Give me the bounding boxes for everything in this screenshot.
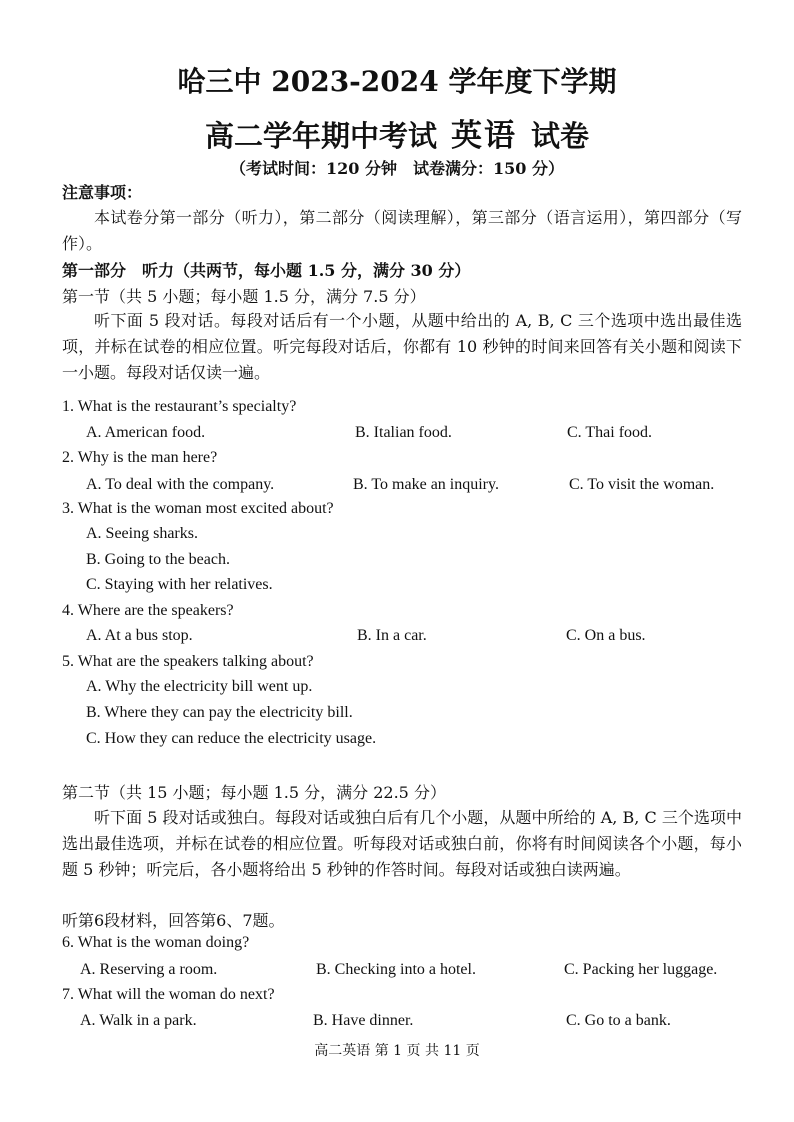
exam-title-line2 [0, 110, 794, 155]
option-a: A. To deal with the company. [86, 476, 275, 493]
option-a: A. At a bus stop. [86, 627, 193, 644]
option-c: C. How they can reduce the electricity usage. [86, 730, 377, 747]
option-b: B. Have dinner. [313, 1012, 414, 1029]
option-a: A. Reserving a room. [80, 961, 218, 978]
option-c: C. Go to a bank. [566, 1012, 671, 1029]
option-c: C. Thai food. [567, 424, 653, 441]
option-a: A. American food. [86, 424, 206, 441]
title-subject: 英语 [451, 118, 517, 154]
option-a: A. Walk in a park. [80, 1012, 197, 1029]
material-note: 听第6段材料，回答第6、7题。 [62, 911, 285, 930]
question-stem: 7. What will the woman do next? [62, 986, 275, 1003]
option-b: B. Italian food. [355, 424, 452, 441]
option-c: C. Packing her luggage. [564, 961, 718, 978]
question-stem: 4. Where are the speakers? [62, 602, 234, 619]
option-c: C. Staying with her relatives. [86, 576, 273, 593]
section1-heading: 第一节（共 5 小题；每小题 1.5 分，满分 7.5 分） [62, 287, 426, 306]
page-footer: 高二英语 第 1 页 共 11 页 [314, 1043, 480, 1059]
part1-heading: 第一部分 听力（共两节，每小题 1.5 分，满分 30 分） [62, 261, 471, 280]
section2-heading: 第二节（共 15 小题；每小题 1.5 分，满分 22.5 分） [62, 783, 446, 802]
exam-info: （考试时间：120 分钟 试卷满分：150 分） [230, 159, 564, 178]
question-stem: 6. What is the woman doing? [62, 934, 250, 951]
question-stem: 5. What are the speakers talking about? [62, 653, 314, 670]
option-a: A. Why the electricity bill went up. [86, 678, 313, 695]
question-stem: 1. What is the restaurant’s specialty? [62, 398, 297, 415]
notice-heading: 注意事项： [62, 183, 143, 202]
notice-text: 本试卷分第一部分（听力），第二部分（阅读理解），第三部分（语言运用），第四部分（写作）。 [62, 208, 742, 253]
option-b: B. In a car. [357, 627, 427, 644]
section1-instructions: 听下面 5 段对话。每段对话后有一个小题，从题中给出的 A, B, C 三个选项中选出最佳选项，并标在试卷的相应位置。听完每段对话后，你都有 10 秒钟的时间来回答有关小题和阅读下一小题。每段对话仅读一遍。 [62, 311, 742, 382]
option-a: A. Seeing sharks. [86, 525, 198, 542]
title-right: 试卷 [531, 119, 590, 153]
option-b: B. To make an inquiry. [353, 476, 499, 493]
option-c: C. To visit the woman. [569, 476, 715, 493]
title-left: 高二学年期中考试 [204, 119, 437, 153]
question-stem: 3. What is the woman most excited about? [62, 500, 334, 517]
question-stem: 2. Why is the man here? [62, 449, 218, 466]
option-b: B. Going to the beach. [86, 551, 230, 568]
option-b: B. Where they can pay the electricity bill. [86, 704, 353, 721]
section2-instructions: 听下面 5 段对话或独白。每段对话或独白后有几个小题，从题中所给的 A, B, C 三个选项中选出最佳选项，并标在试卷的相应位置。听每段对话或独白前，你将有时间阅读各个小题，每小题 5 秒钟；听完后，各小题将给出 5 秒钟的作答时间。每段对话或独白读两遍。 [62, 808, 742, 879]
option-b: B. Checking into a hotel. [316, 961, 476, 978]
option-c: C. On a bus. [566, 627, 646, 644]
exam-title-line1: 哈三中 2023-2024 学年度下学期 [177, 65, 617, 98]
